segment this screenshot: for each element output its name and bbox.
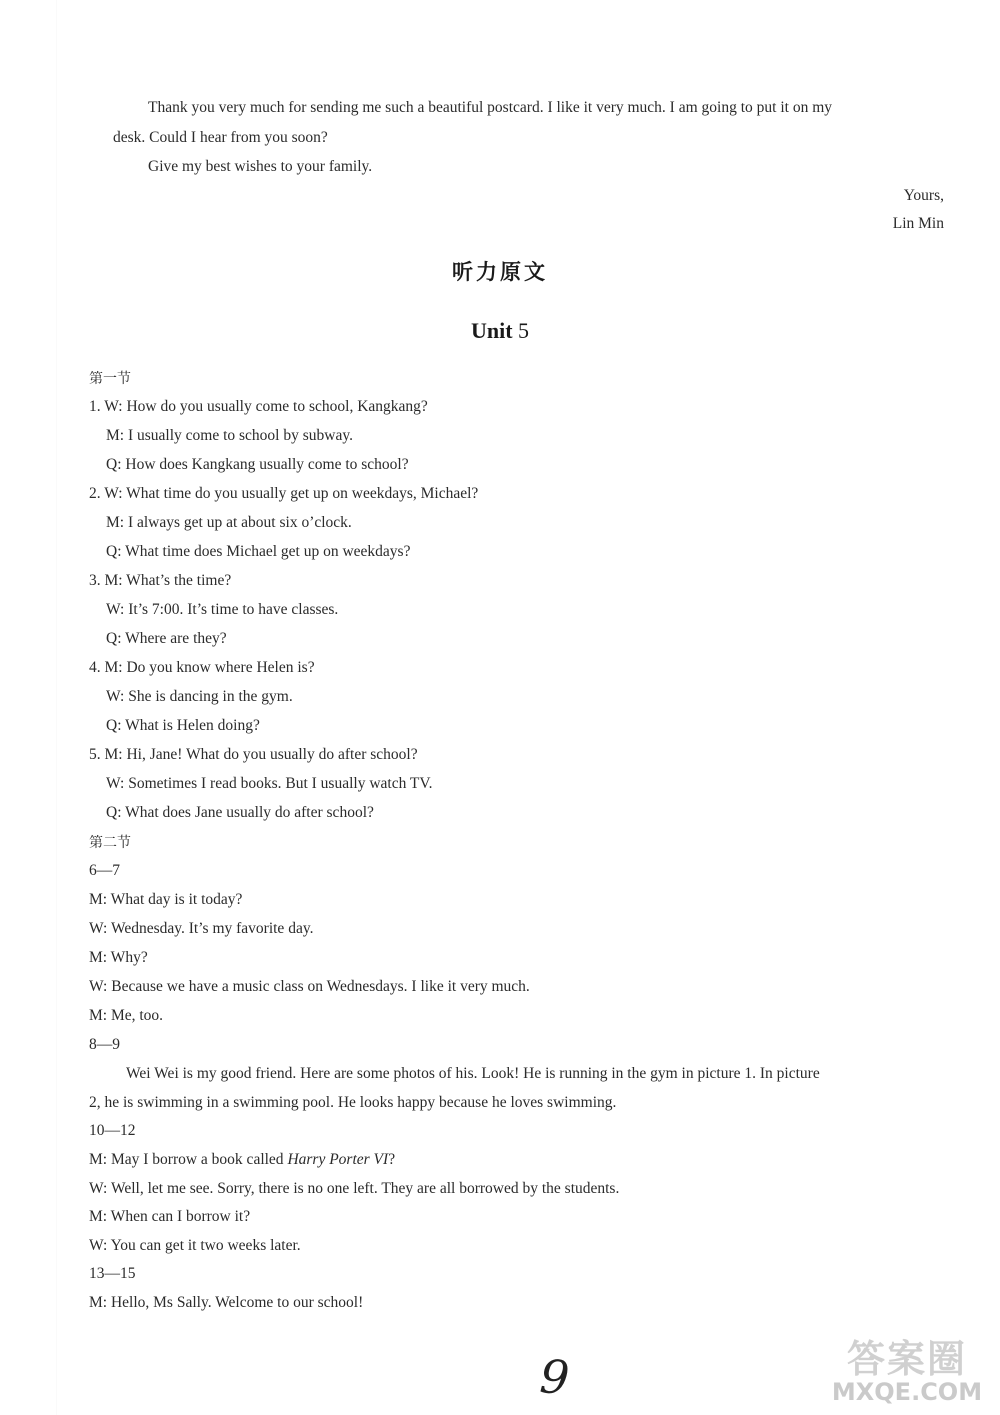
- q4-question: Q: What is Helen doing?: [106, 717, 260, 734]
- section-1-label: 第一节: [89, 371, 131, 387]
- group-13-15-line: M: Hello, Ms Sally. Welcome to our school!: [89, 1294, 364, 1311]
- letter-paragraph-1-line-1: Thank you very much for sending me such a beautiful postcard. I like it very much. I am going to put it on my: [148, 99, 832, 116]
- section-2-label: 第二节: [89, 835, 131, 851]
- letter-paragraph-1-line-2: desk. Could I hear from you soon?: [113, 129, 328, 146]
- line-text: ?: [388, 1151, 396, 1168]
- group-10-12-line: M: When can I borrow it?: [89, 1208, 251, 1225]
- letter-paragraph-2: Give my best wishes to your family.: [148, 158, 373, 175]
- line-text: M: May I borrow a book called: [89, 1151, 288, 1168]
- q2-m-line: M: I always get up at about six o’clock.: [106, 514, 352, 531]
- watermark-logo: 答案圈: [846, 1337, 967, 1381]
- letter-signature: Lin Min: [892, 215, 944, 232]
- q3-question: Q: Where are they?: [106, 630, 227, 647]
- group-13-15-label: 13—15: [89, 1265, 136, 1282]
- q2-question: Q: What time does Michael get up on weekdays?: [106, 543, 411, 560]
- site-watermark: [822, 1328, 992, 1410]
- group-10-12-line: W: Well, let me see. Sorry, there is no one left. They are all borrowed by the students.: [89, 1180, 620, 1197]
- q1-m-line: M: I usually come to school by subway.: [106, 427, 353, 444]
- group-10-12-line: [89, 1150, 395, 1170]
- unit-number: 5: [518, 318, 530, 343]
- group-6-7-line: M: Why?: [89, 949, 148, 966]
- q5-question: Q: What does Jane usually do after school?: [106, 804, 374, 821]
- group-6-7-line: W: Because we have a music class on Wednesdays. I like it very much.: [89, 978, 530, 995]
- group-10-12-line: W: You can get it two weeks later.: [89, 1237, 301, 1254]
- q1-w-line: 1. W: How do you usually come to school, Kangkang?: [89, 398, 428, 415]
- group-6-7-line: M: Me, too.: [89, 1007, 164, 1024]
- group-8-9-label: 8—9: [89, 1036, 120, 1053]
- q4-m-line: 4. M: Do you know where Helen is?: [89, 659, 315, 676]
- letter-closing: Yours,: [903, 187, 944, 204]
- q2-w-line: 2. W: What time do you usually get up on weekdays, Michael?: [89, 485, 479, 502]
- book-title: Harry Porter VI: [287, 1151, 389, 1168]
- group-10-12-label: 10—12: [89, 1122, 136, 1139]
- unit-word: Unit: [470, 318, 513, 343]
- group-8-9-passage-line-2: 2, he is swimming in a swimming pool. He looks happy because he loves swimming.: [89, 1094, 617, 1111]
- watermark-site-text: MXQE.COM: [831, 1378, 983, 1406]
- page-edge-shadow: [56, 0, 57, 1415]
- section-title: 听力原文: [452, 260, 548, 284]
- group-6-7-line: M: What day is it today?: [89, 891, 243, 908]
- q5-m-line: 5. M: Hi, Jane! What do you usually do after school?: [89, 746, 418, 763]
- q3-w-line: W: It’s 7:00. It’s time to have classes.: [106, 601, 339, 618]
- group-6-7-label: 6—7: [89, 862, 120, 879]
- q3-m-line: 3. M: What’s the time?: [89, 572, 232, 589]
- q1-question: Q: How does Kangkang usually come to school?: [106, 456, 409, 473]
- q4-w-line: W: She is dancing in the gym.: [106, 688, 293, 705]
- group-6-7-line: W: Wednesday. It’s my favorite day.: [89, 920, 314, 937]
- page-number: 9: [538, 1349, 572, 1405]
- q5-w-line: W: Sometimes I read books. But I usually watch TV.: [106, 775, 433, 792]
- unit-heading: [0, 318, 1000, 344]
- group-8-9-passage-line-1: Wei Wei is my good friend. Here are some photos of his. Look! He is running in the gym in picture 1. In picture: [126, 1065, 820, 1082]
